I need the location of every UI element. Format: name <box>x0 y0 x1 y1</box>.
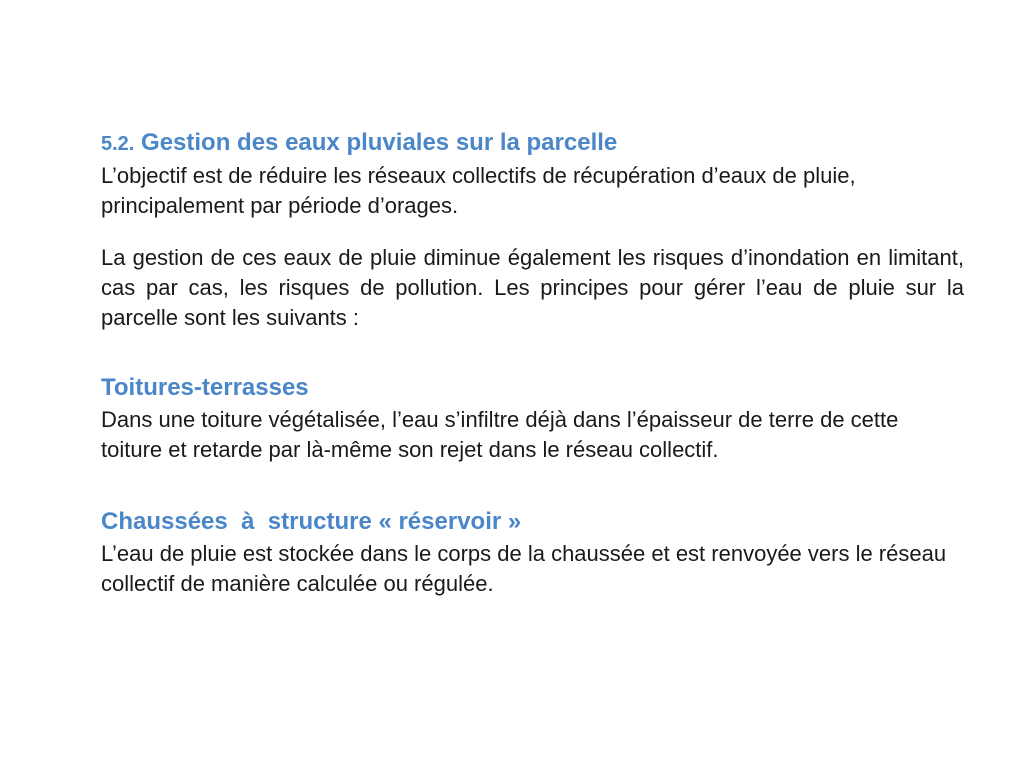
subsection-heading-toitures: Toitures-terrasses <box>101 374 309 401</box>
body-paragraph: La gestion de ces eaux de pluie diminue également les risques d’inondation en limitant, cas par cas, les risques de pollution. Les principes pour gérer l’eau de pluie sur la parcelle sont les suivants : <box>101 245 964 330</box>
subsection-text-chaussees: L’eau de pluie est stockée dans le corps de la chaussée et est renvoyée vers le réseau collectif de manière calculée ou régulée. <box>101 541 947 596</box>
section-number: 5.2. <box>101 133 135 155</box>
section-title: Gestion des eaux pluviales sur la parcelle <box>141 129 618 156</box>
subsection-text-toitures: Dans une toiture végétalisée, l’eau s’infiltre déjà dans l’épaisseur de terre de cette toiture et retarde par là-même son rejet dans le réseau collectif. <box>101 407 899 462</box>
intro-paragraph: L’objectif est de réduire les réseaux collectifs de récupération d’eaux de pluie, principalement par période d’orages. <box>101 163 856 218</box>
section-heading <box>101 126 964 161</box>
slide-content <box>101 126 964 599</box>
subsection-heading-chaussees: Chaussées à structure « réservoir » <box>101 508 522 535</box>
